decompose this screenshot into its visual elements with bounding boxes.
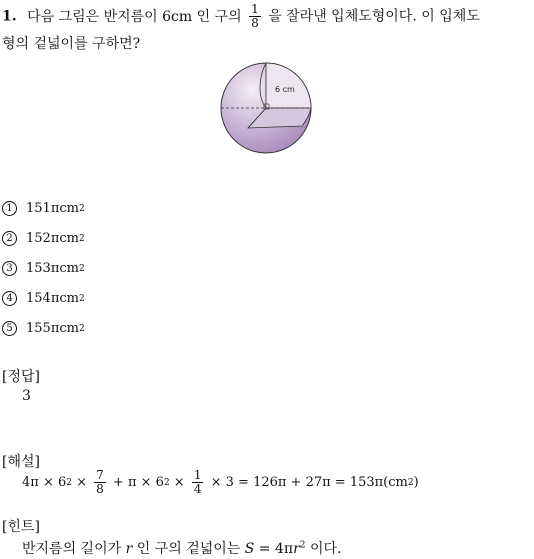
option-3[interactable] <box>2 261 85 276</box>
option-exp: 2 <box>78 323 85 334</box>
option-2[interactable] <box>2 231 85 246</box>
option-marker: 1 <box>2 201 17 216</box>
option-value: 152 <box>26 231 51 246</box>
question-line-1 <box>2 3 480 30</box>
expl-exp: 2 <box>407 477 414 488</box>
sphere-figure <box>218 58 318 160</box>
fraction-numerator: 1 <box>251 2 259 16</box>
option-exp: 2 <box>78 263 85 274</box>
hint-var: S <box>244 541 255 557</box>
fraction-denominator: 4 <box>193 482 202 496</box>
option-exp: 2 <box>78 203 85 214</box>
question-number: 1. <box>2 8 17 25</box>
expl-term: × <box>169 475 189 490</box>
hint-var: r <box>293 541 300 557</box>
hint-text <box>22 538 341 558</box>
question-text-b: 을 잘라낸 입체도형이다. 이 입체도 <box>268 8 480 25</box>
expl-fraction-1 <box>94 469 106 496</box>
option-unit: πcm <box>50 261 79 276</box>
explanation-header: [해설] <box>2 454 40 470</box>
hint-header: [힌트] <box>2 519 40 535</box>
expl-term: × <box>71 475 92 490</box>
question-text-a: 다음 그림은 반지름이 6cm 인 구의 <box>27 8 242 25</box>
fraction-numerator: 7 <box>96 468 104 482</box>
option-exp: 2 <box>78 293 85 304</box>
question-line-2: 형의 겉넓이를 구하면? <box>2 36 141 52</box>
hint-part: 인 구의 겉넓이는 <box>132 541 245 557</box>
fraction-denominator: 8 <box>96 482 104 496</box>
expl-fraction-2 <box>192 469 204 496</box>
option-value: 154 <box>26 291 51 306</box>
hint-part: 이다. <box>305 541 342 557</box>
option-5[interactable] <box>2 321 85 336</box>
hint-var: r <box>125 541 133 557</box>
expl-term: + π × 6 <box>108 475 164 490</box>
answer-header: [정답] <box>2 369 40 385</box>
option-value: 151 <box>26 201 51 216</box>
option-value: 153 <box>26 261 51 276</box>
question-fraction <box>249 3 261 30</box>
hint-part: 반지름의 길이가 <box>22 541 126 557</box>
option-1[interactable] <box>2 201 85 216</box>
option-4[interactable] <box>2 291 85 306</box>
hint-part: = 4π <box>254 541 294 557</box>
fraction-denominator: 8 <box>251 16 259 30</box>
explanation-formula <box>22 469 419 496</box>
option-exp: 2 <box>78 233 85 244</box>
fraction-numerator: 1 <box>193 468 202 482</box>
expl-term: ) <box>413 475 419 490</box>
option-value: 155 <box>26 321 51 336</box>
option-marker: 5 <box>2 321 17 336</box>
option-unit: πcm <box>50 231 79 246</box>
expl-exp: 2 <box>163 477 170 488</box>
option-unit: πcm <box>50 291 79 306</box>
answer-value: 3 <box>22 388 31 404</box>
option-marker: 2 <box>2 231 17 246</box>
expl-term: × 3 = 126π + 27π = 153π(cm <box>206 475 408 490</box>
option-unit: πcm <box>50 321 79 336</box>
expl-term: 4π × 6 <box>22 475 67 490</box>
option-marker: 4 <box>2 291 17 306</box>
expl-exp: 2 <box>66 477 72 488</box>
option-unit: πcm <box>50 201 79 216</box>
option-marker: 3 <box>2 261 17 276</box>
radius-label: 6 cm <box>275 85 295 94</box>
hint-exp: 2 <box>299 540 306 551</box>
